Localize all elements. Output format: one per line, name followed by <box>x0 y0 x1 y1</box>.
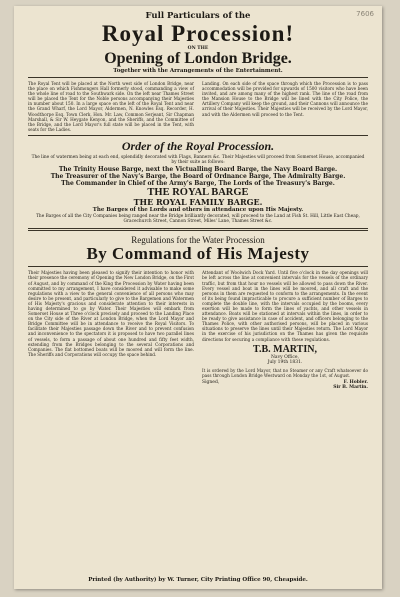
body-columns <box>28 270 368 390</box>
signature-name: T.B. MARTIN, <box>253 343 317 355</box>
printer-imprint: Printed (by Authority) by W. Turner, City Printing Office 90, Cheapside. <box>88 577 308 583</box>
divider <box>28 135 368 136</box>
signed-block <box>202 380 368 390</box>
signed-label: Signed, <box>202 379 220 385</box>
nobles-barges: The Barges of the Lords and others in attendance upon His Majesty. <box>92 206 304 213</box>
signature-office: Navy Office, <box>270 354 300 360</box>
body-right-text: Attendant of Woolwich Dock Yard. Until five o'clock in the day openings will be left across the line at convenient intervals for the vessels of the ordinary traffic, but from that hour no vessels will be allowed to pass down the River. Every vessel and boat in the lines will be moored, and all craft and the persons in them are requested to conform to the arrangements. In the event of its being found impracticable to procure a sufficient number of Barges to complete the double line, with the intervals occupied by the booms, every exertion will be made to form the lines of yachts, and other vessels in attendance. Boats will be stationed at intervals within the lines, in order to be ready to give assistance in case of accident, and officers belonging to the Thames Police, with other authorised persons, will be placed in various situations to preserve the lines until their Majesties return. The Lord Mayor in the exercise of his jurisdiction on the Thames has given the requisite directions for securing a compliance with these regulations. <box>202 270 368 342</box>
body-left-text: Their Majesties having been pleased to signify their intention to honor with their presence the ceremony of Opening the New London Bridge, on the First of August, and by command of the King the Procession by Water having been committed to my arrangement, I have considered it advisable to make some regulations with a view to the general convenience of all persons who may desire to be present, and particularly to give to the Bargemen and Watermen of His Majesty's gracious and considerate attention to their interests in having determined to go by Water. Their Majesties will embark from Somerset House at Three o'clock precisely and proceed to the Landing Place on the City side of the River at London Bridge, when the Lord Mayor and Bridge Committee will be in attendance to receive the Royal Visitors. To facilitate their Majesties passage down the River and to prevent confusion and inconvenience to the spectators it is proposed to have two parallel lines of vessels, to form a passage of about one hundred and fifty feet width, extending from the Bridges belonging to the several Corporations and Companies. The flat bottomed boats will be moored and will form the line. The Sheriffs and Corporations will occupy the space behind. <box>28 270 194 357</box>
intro-right: Landing. On each side of the space through which the Procession is to pass accommodation will be provided for upwards of 1500 visitors who have been invited, and are among many of the highest rank. The line of the road from the Mansion House to the Bridge will be lined with the City Police, the Artillery Company will keep the ground, and their Cannons will announce the arrival of their Majesties. Their Majesties will be received by the Lord Mayor, and with the Aldermen will proceed to the Tent. <box>202 81 368 117</box>
broadside-sheet <box>14 6 382 589</box>
catalogue-mark: 7606 <box>356 10 374 18</box>
intro-left: The Royal Tent will be placed at the North west side of London Bridge, near the place on which Fishmongers Hall formerly stood, commanding a view of the whole line of road to the Southwark side. On the left near Thames Street will be placed the Tent for the Noble persons accompanying their Majesties in number about 150. In a large space on the left of the Royal Tent and near the Grand Wharf, the Lord Mayor, Aldermen, N. Knowles Esq. Recorder, H. Woodthorpe Esq. Town Clerk, Hon. Mr. Law, Common Serjeant, Sir Chapman Marshall, & Sir W. Heygate Kenyon, and the Sheriffs, and the Committee of the Bridge, and the Lord Mayor's full state will be placed in the Tent, with seats for the Ladies. <box>28 81 194 132</box>
header-on-the: ON THE <box>187 46 209 51</box>
royal-barge: THE ROYAL BARGE <box>147 186 249 198</box>
order-heading: Order of the Royal Procession. <box>121 138 275 153</box>
page-title: Royal Procession! <box>101 21 295 46</box>
double-divider <box>28 228 368 231</box>
divider <box>28 266 368 267</box>
header-line1: Full Particulars of the <box>145 11 251 21</box>
regulations-heading: Regulations for the Water Procession <box>131 235 265 246</box>
signed-names <box>333 380 368 390</box>
command-heading: By Command of His Majesty <box>86 244 310 264</box>
royal-family-barge: THE ROYAL FAMILY BARGE. <box>133 196 263 207</box>
postscript: It is ordered by the Lord Mayor, that no Steamer or any Craft whatsoever do pass through London Bridge Westward on Monday the 1st, of August. <box>202 367 368 378</box>
barge-line: The Commander in Chief of the Army's Barge, The Lords of the Treasury's Barge. <box>61 179 335 187</box>
divider <box>28 77 368 78</box>
body-left-column <box>28 270 194 390</box>
body-right-column <box>202 270 368 390</box>
barge-line: The Trinity House Barge, next the Victualling Board Barge, the Navy Board Barge. <box>58 165 338 173</box>
barge-line: The Treasurer of the Navy's Barge, the Board of Ordnance Barge, The Admiralty Barge. <box>50 172 346 180</box>
order-intro: The line of watermen being at each end, splendidly decorated with Flags, Banners &c. Their Majesties will proceed from Somerset House, accompanied by their suite as follows: <box>31 154 365 165</box>
signature-date: July 19th 1831. <box>267 359 303 365</box>
event-title: Opening of London Bridge. <box>104 50 292 67</box>
signed-name: Sir B. Martin. <box>333 384 368 390</box>
signed-name: F. Hobler. <box>343 379 368 385</box>
header-subtitle: Together with the Arrangements of the Entertainment. <box>113 68 283 74</box>
companies-text: The Barges of all the City Companies being ranged near the Bridge brilliantly decorated, will proceed to the Land at Fish St. Hill, Little East Cheap, Gracechurch Street, Cannon Street, Miles' Lane, Thames Street &c. <box>36 213 360 225</box>
intro-columns <box>28 81 368 132</box>
